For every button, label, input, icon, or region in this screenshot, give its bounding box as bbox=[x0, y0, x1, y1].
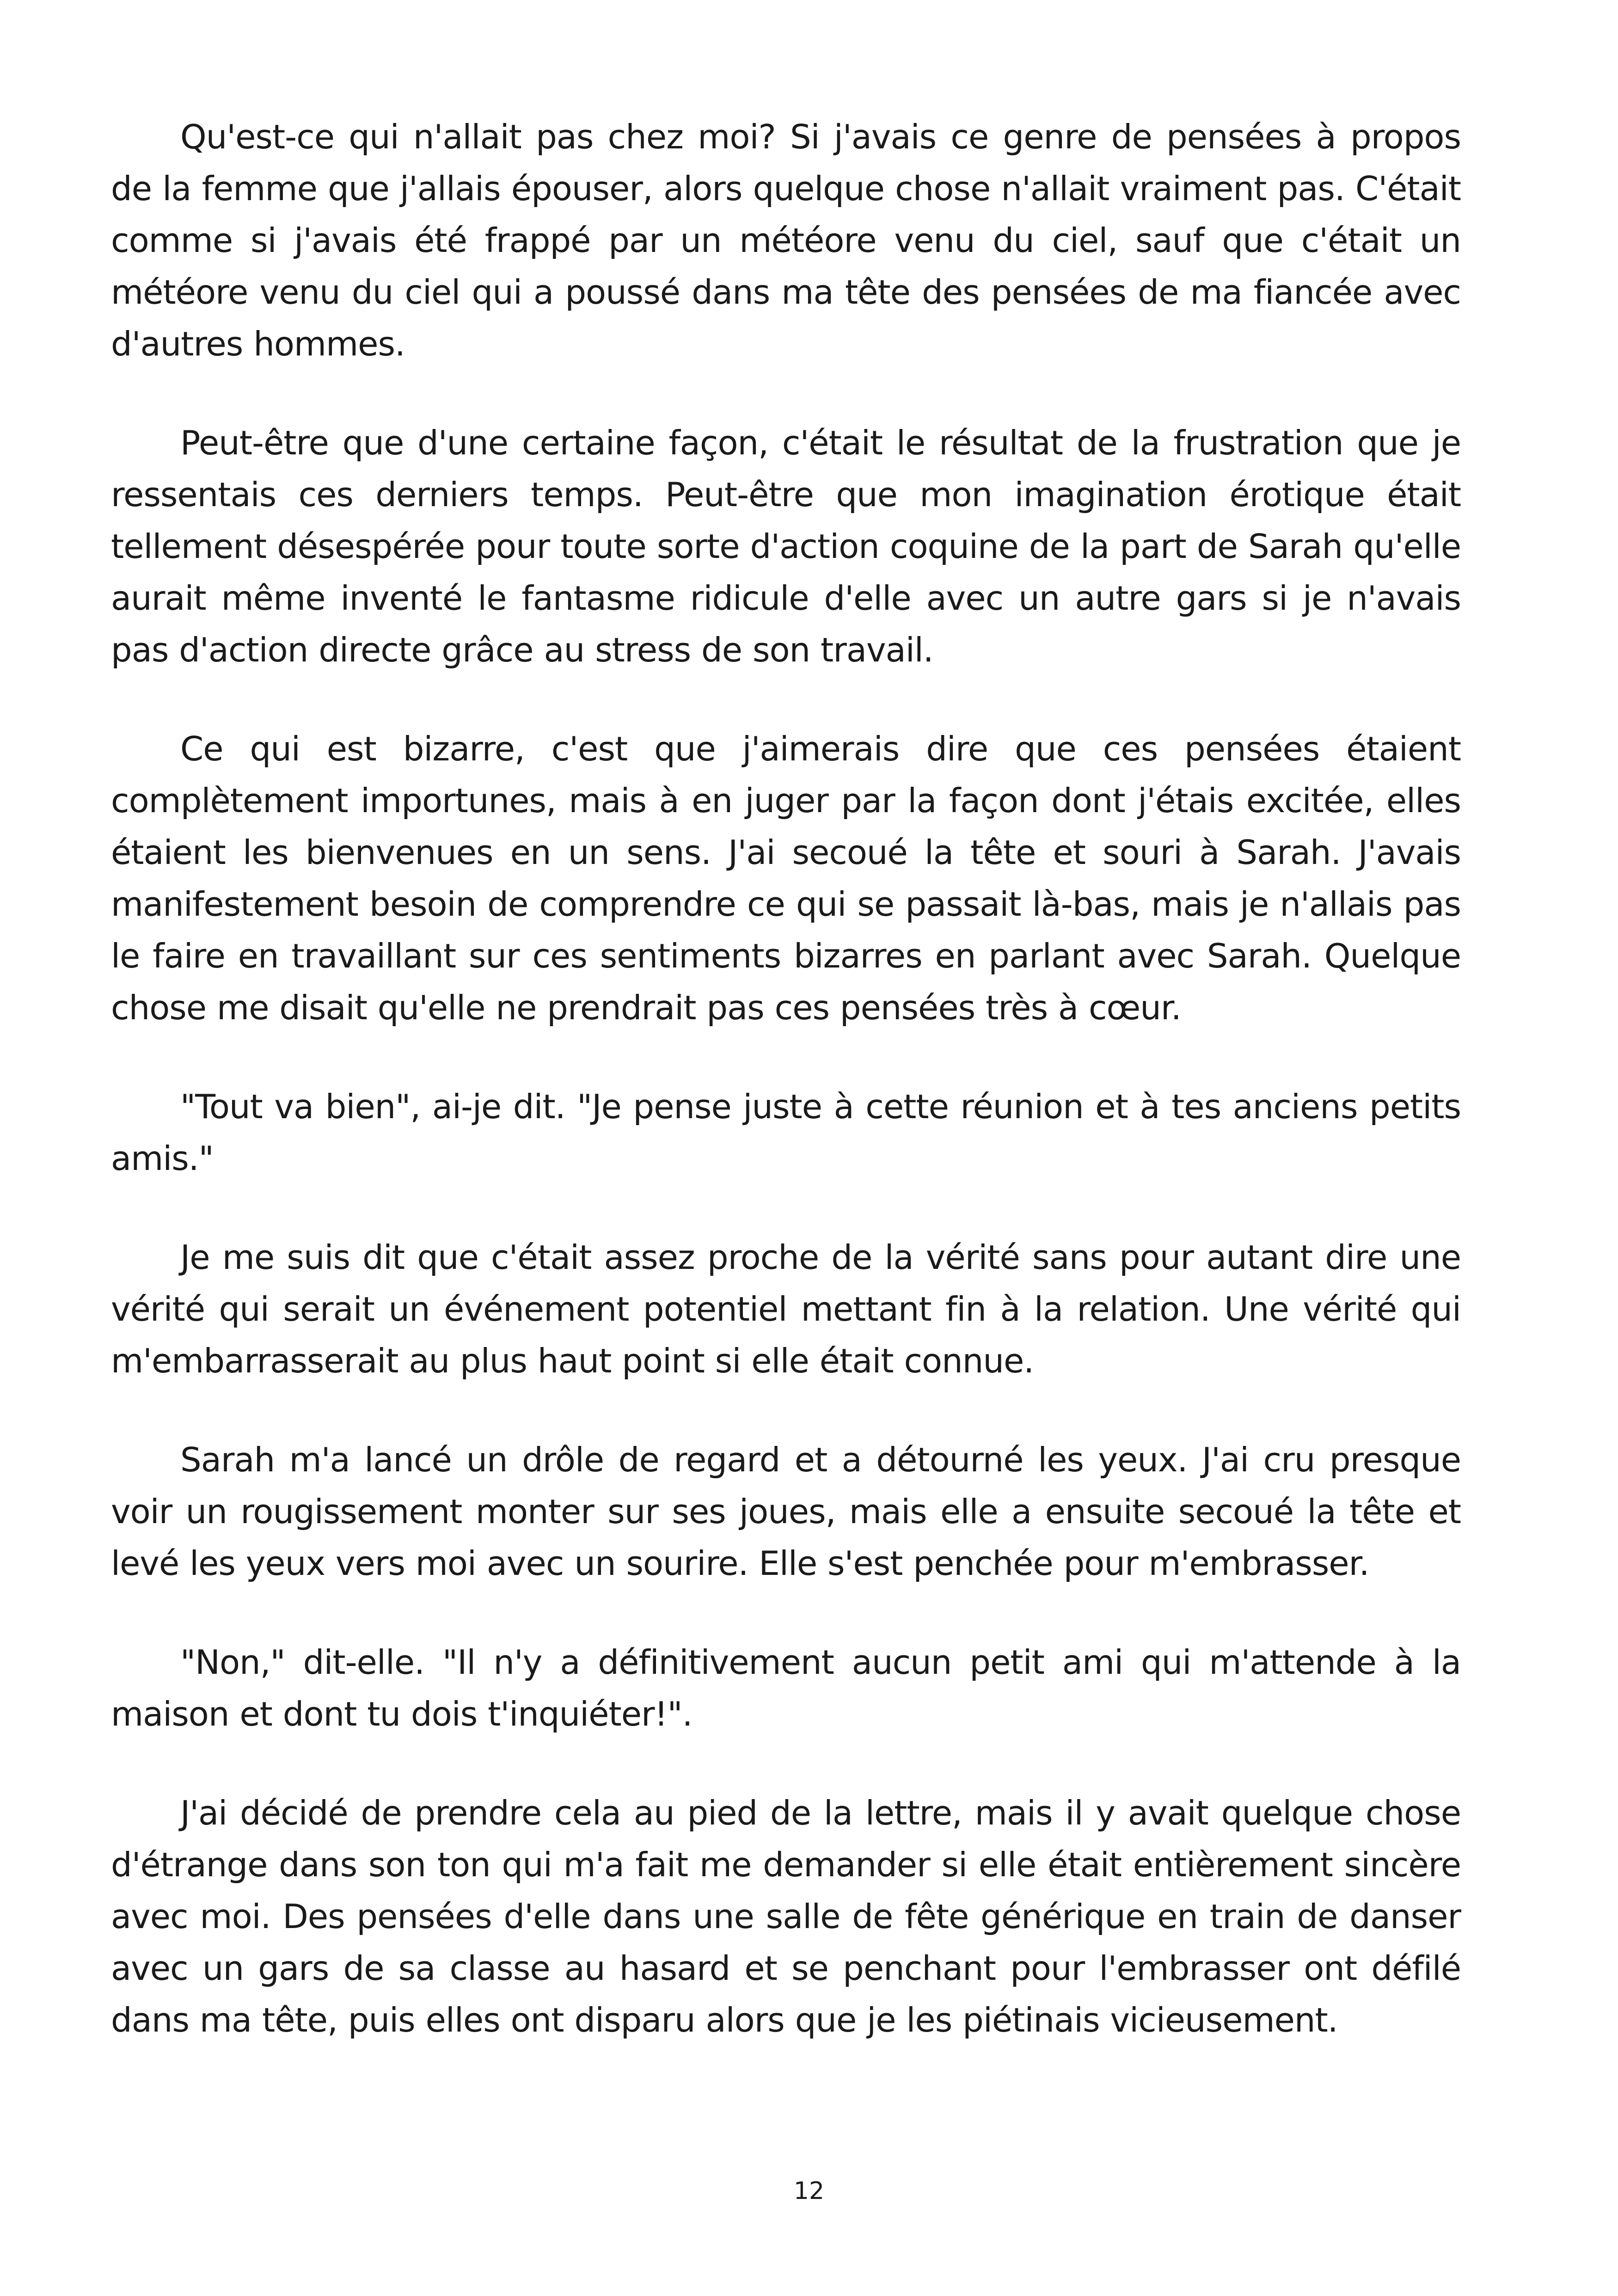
paragraph-1: Qu'est-ce qui n'allait pas chez moi? Si j'avais ce genre de pensées à propos de la femme que j'allais épouser, alors quelque chose n'allait vraiment pas. C'était comme si j'avais été frappé par un météore venu du ciel, sauf que c'était un météore venu du ciel qui a poussé dans ma tête des pensées de ma fiancée avec d'autres hommes. bbox=[111, 117, 1461, 363]
page-number: 12 bbox=[793, 2177, 825, 2205]
paragraph-8: J'ai décidé de prendre cela au pied de la lettre, mais il y avait quelque chose d'étrange dans son ton qui m'a fait me demander si elle était entièrement sincère avec moi. Des pensées d'elle dans une salle de fête générique en train de danser avec un gars de sa classe au hasard et se penchant pour l'embrasser ont défilé dans ma tête, puis elles ont disparu alors que je les piétinais vicieusement. bbox=[111, 1794, 1461, 2039]
paragraph-4: "Tout va bien", ai-je dit. "Je pense juste à cette réunion et à tes anciens petits amis." bbox=[111, 1087, 1461, 1178]
paragraph-3: Ce qui est bizarre, c'est que j'aimerais dire que ces pensées étaient complètement importunes, mais à en juger par la façon dont j'étais excitée, elles étaient les bienvenues en un sens. J'ai secoué la tête et souri à Sarah. J'avais manifestement besoin de comprendre ce qui se passait là-bas, mais je n'allais pas le faire en travaillant sur ces sentiments bizarres en parlant avec Sarah. Quelque chose me disait qu'elle ne prendrait pas ces pensées très à cœur. bbox=[111, 729, 1461, 1027]
paragraph-2: Peut-être que d'une certaine façon, c'était le résultat de la frustration que je ressentais ces derniers temps. Peut-être que mon imagination érotique était tellement désespérée pour toute sorte d'action coquine de la part de Sarah qu'elle aurait même inventé le fantasme ridicule d'elle avec un autre gars si je n'avais pas d'action directe grâce au stress de son travail. bbox=[111, 423, 1461, 669]
paragraph-6: Sarah m'a lancé un drôle de regard et a détourné les yeux. J'ai cru presque voir un rougissement monter sur ses joues, mais elle a ensuite secoué la tête et levé les yeux vers moi avec un sourire. Elle s'est penchée pour m'embrasser. bbox=[111, 1440, 1461, 1583]
body-text bbox=[111, 111, 1461, 2093]
paragraph-7: "Non," dit-elle. "Il n'y a définitivement aucun petit ami qui m'attende à la maison et dont tu dois t'inquiéter!". bbox=[111, 1643, 1461, 1733]
paragraph-5: Je me suis dit que c'était assez proche de la vérité sans pour autant dire une vérité qui serait un événement potentiel mettant fin à la relation. Une vérité qui m'embarrasserait au plus haut point si elle était connue. bbox=[111, 1238, 1461, 1380]
